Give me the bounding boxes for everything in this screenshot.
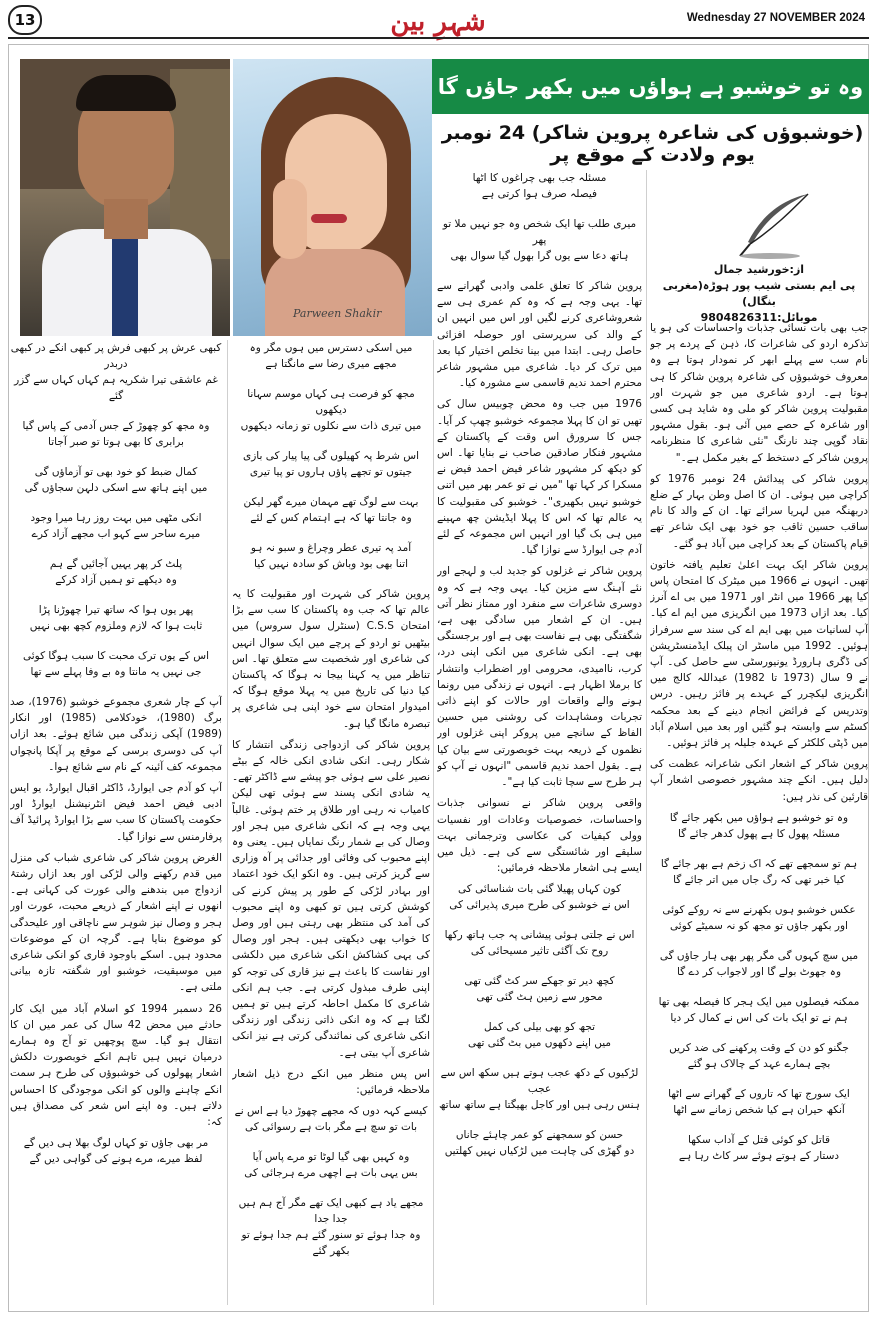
poet-photo	[233, 59, 432, 336]
verse: تجھ کو بھی بیلی کی کمل میں اپنے دکھوں میں بٹ گئی تھی	[467, 1021, 612, 1050]
article-column-1	[650, 320, 868, 1305]
verse: مجھے یاد ہے کبھی ایک تھے مگر آج ہم ہیں جدا جدا وہ جدا ہوئے تو سنور گئے ہم جدا ہوئے تو بکھر گئے	[238, 1197, 424, 1258]
verse: انکی مٹھی میں بہت روز رہا میرا وجود میرے ساحر سے کہو اب مجھے آزاد کرے	[30, 512, 202, 540]
column-divider	[227, 340, 228, 1305]
author-byline	[650, 262, 868, 326]
photo-caption: Parween Shakir	[293, 307, 382, 320]
verse: میں اسکی دسترس میں ہوں مگر وہ مجھے میری رضا سے مانگتا ہے	[249, 342, 413, 370]
verse: ایک سورج تھا کہ تاروں کے گھرانے سے اٹھا آنکھ حیران ہے کیا شخص زمانے سے اٹھا	[668, 1087, 850, 1116]
verse: مجھ کو فرصت ہی کہاں موسم سہانا دیکھوں میں تیری ذات سے نکلوں تو زمانہ دیکھوں	[240, 388, 422, 432]
paragraph: اس پس منظر میں انکے درج ذیل اشعار ملاحظہ فرمائیں:	[232, 1067, 430, 1097]
article-column-3	[232, 340, 430, 1305]
verse: اس کے یوں ترک محبت کا سبب ہوگا کوئی جی نہیں یہ مانتا وہ بے وفا پہلے سے تھا	[23, 650, 209, 678]
verse: ممکنہ فیصلوں میں ایک ہجر کا فیصلہ بھی تھا ہم نے تو ایک بات کی اس نے کمال کر دیا	[658, 995, 860, 1024]
paragraph: پروین شاکر ایک بہت اعلیٰ تعلیم یافتہ خاتون تھیں۔ انہوں نے 1966 میں میٹرک کا امتحان پاس کیا پھر 1966 میں انٹر اور 1971 میں بی اے آنرز کیا۔ بعد ازاں 1973 میں انگریزی میں ایم اے کیا۔ آپ لسانیات میں بھی ایم اے کی سند سے سرفراز ہوئیں۔ 1992 میں ماسٹر ان پبلک ایڈمنسٹریشن کی ڈگری ہارورڈ یونیورسٹی سے حاصل کی۔ آپ نے 9 سال (1973 تا 1982) عبداللہ کالج میں انگریزی لیکچرر کے عہدے پر فائز رہیں۔ درس وتدریس کے فرائض انجام دینے کے بعد محکمہ کسٹم سے وابستہ ہو گئیں اور بعد میں اسلام آباد میں ڈپٹی کلکٹر کے عہدہ جلیلہ پر فائز ہوئیں۔	[650, 558, 868, 750]
author-name: از:خورشید جمال	[713, 263, 805, 276]
page-number: 13	[8, 5, 42, 35]
verse: میں سچ کہوں گی مگر پھر بھی ہار جاؤں گی وہ جھوٹ بولے گا اور لاجواب کر دے گا	[659, 949, 859, 978]
verse: پلٹ کر پھر یہیں آجائیں گے ہم وہ دیکھے تو ہمیں آزاد کرکے	[49, 558, 183, 586]
article-column-4	[10, 340, 222, 1305]
author-address: پی ایم بستی شیب پور ہوڑہ(مغربی بنگال)	[662, 279, 856, 308]
paragraph: واقعی پروین شاکر نے نسوانی جذبات واحساسات، خصوصیات وعادات اور نفسیات وولی کیفیات کی عکاسی وترجمانی بہت سلیقے اور شائستگی سے کی ہے۔ ذیل میں ایسے ہی اشعار ملاحظہ فرمائیں:	[437, 797, 642, 875]
verse: عکس خوشبو ہوں بکھرنے سے نہ روکے کوئی اور بکھر جاؤں تو مجھ کو نہ سمیٹے کوئی	[662, 903, 856, 932]
paragraph: 26 دسمبر 1994 کو اسلام آباد میں ایک کار حادثے میں محض 42 سال کی عمر میں ان کا انتقال ہو گیا۔ سچ پوچھیں تو آج وہ ہمارے درمیان نہیں ہیں تاہم انکے خوبصورت دلکش اشعار پھولوں کی خوشبوؤں کی طرح ہر سمت انکے چاہنے والوں کو انکی موجودگی کا احساس دلاتے ہیں۔ وہ اپنے اس شعر کی مصداق ہیں کہ:	[10, 1002, 222, 1129]
verse: وہ تو خوشبو ہے ہواؤں میں بکھر جائے گا مسئلہ پھول کا ہے پھول کدھر جائے گا	[669, 811, 849, 840]
verse: آمد پہ تیری عطر وچراغ و سبو نہ ہو اتنا بھی بود وباش کو سادہ نہیں کیا	[250, 542, 412, 570]
verse: کون کہاں پھیلا گئی بات شناسائی کی اس نے خوشبو کی طرح میری پذیرائی کی	[449, 883, 630, 912]
verse: قاتل کو کوئی قتل کے آداب سکھا دستار کے ہوتے ہوئے سر کاٹ رہا ہے	[678, 1133, 840, 1162]
verse: اس نے جلتی ہوئی پیشانی پہ جب ہاتھ رکھا روح تک آگئی تاثیر مسیحائی کی	[444, 929, 635, 958]
verse: وہ مجھ کو چھوڑ کے جس آدمی کے پاس گیا برابری کا بھی ہوتا تو صبر آجاتا	[22, 420, 210, 448]
paragraph: جب بھی بات نسائی جذبات واحساسات کی ہو یا تذکرہ اردو کی شاعرات کا، ذہن کے پردے پر جو نام سب سے پہلے ابھر کر نمودار ہوتا ہے وہ معروف خوشبوؤں کی شاعرہ پروین شاکر کا ہی ہوتا ہے۔ اردو شاعری میں جو شہرت اور مقبولیت پروین شاکر کو ملی وہ شاید ہی کسی اور شاعرہ کے حصے میں آئی ہو۔ بقول مشہور نقاد گوپی چند نارنگ "نئی شاعری کا منظرنامہ پروین شاکر کے دستخط کے بغیر مکمل ہے۔"	[650, 322, 868, 464]
paragraph: پروین شاکر کی شہرت اور مقبولیت کا یہ عالم تھا کہ جب وہ پاکستان کا سب سے بڑا امتحان C.S.S (سنٹرل سول سروس) میں بیٹھیں تو اردو کے پرچے میں ایک سوال انہیں کی شاعری اور شخصیت سے متعلق تھا۔ اس تناظر میں یہ کہنا بیجا نہ ہوگا کہ پاکستان کیا دنیا کی تاریخ میں یہ پہلا موقع ہوگا کہ امیدوار امتحان سے خود اپنی ہی شاعری پر تبصرہ مانگا گیا ہو۔	[232, 588, 430, 730]
paragraph: پروین شاکر نے غزلوں کو جدید لب و لہجے اور نئے آہنگ سے مزین کیا۔ یہی وجہ ہے کہ وہ دوسری شاعرات سے منفرد اور ممتاز نظر آتی ہیں۔ ان کے اشعار میں سادگی بھی ہے، شگفتگی بھی ہے نفاست بھی ہے اور برجستگی بھی ہے۔ انکی شاعری میں انکی اپنی درد، کرب، ناامیدی، محرومی اور اضطراب وانتشار کا برملا اظہار ہے۔ انہوں نے زندگی میں رونما ہونے والے واقعات اور حالات کو اپنے ذاتی تجربات ومشاہدات کی روشنی میں حسین الفاظ کے سانچے میں پروکر اپنی غزلوں اور نظموں کے ذریعہ بہت خوبصورتی سے بیان کیا ہے۔ بقول احمد ندیم قاسمی "انہوں نے آپ کو ہر طرح سے سچا ثابت کیا ہے"۔	[437, 565, 642, 789]
paragraph: پروین شاکر کے اشعار انکی شاعرانہ عظمت کی دلیل ہیں۔ انکے چند مشہور خصوصی اشعار آپ قارئین کی نذر ہیں:	[650, 758, 868, 803]
verse: حسن کو سمجھنے کو عمر چاہئے جاناں دو گھڑی کی چاہت میں لڑکیاں نہیں کھلتیں	[444, 1129, 635, 1158]
headline-banner: وہ تو خوشبو ہے ہواؤں میں بکھر جاؤں گا	[432, 59, 869, 114]
paragraph: پروین شاکر کی پیدائش 24 نومبر 1976 کو کراچی میں ہوئی۔ ان کا اصل وطن بہار کے ضلع دربھنگہ میں لہریا سرائے تھا۔ ان کے والد کا نام ساقب حسین ثاقب جو خود بھی ایک شاعر تھے قیام پاکستان کے بعد کراچی میں آباد ہو گئے۔	[650, 472, 868, 550]
verse: جگنو کو دن کے وقت پرکھنے کی ضد کریں بچے ہمارے عہد کے چالاک ہو گئے	[669, 1041, 849, 1070]
paragraph: الغرض پروین شاکر کی شاعری شباب کی منزل میں قدم رکھنے والی لڑکی اور بعد ازاں رشتۂ ازدواج میں بندھنے والی عورت کی کہانی ہے۔ انھوں نے اپنے اشعار کے ذریعے محبت، عورت اور ہجر و وصال نیز شوہر سے ناچاقی اور علیحدگی کو موضوع بنایا ہے۔ گرچہ ان کے موضوعات محدود ہیں۔ اسکے باوجود قاری کو انکی شاعری میں موسیقیت، خوشبو اور شگفتہ تازہ بیانی ملتی ہے۔	[10, 851, 222, 994]
header-rule	[8, 37, 869, 39]
verse: مر بھی جاؤں تو کہاں لوگ بھلا ہی دیں گے لفظ میرے، مرے ہونے کی گواہی دیں گے	[23, 1137, 209, 1166]
verse: پھر یوں ہوا کہ ساتھ تیرا چھوڑنا پڑا ثابت ہوا کہ لازم وملزوم کچھ بھی نہیں	[29, 604, 203, 632]
verse: کیسے کہہ دوں کہ مجھے چھوڑ دیا ہے اس نے بات تو سچ ہے مگر بات ہے رسوائی کی	[234, 1105, 428, 1134]
paragraph: 1976 میں جب وہ محض چوبیس سال کی تھیں تو ان کا پہلا مجموعہ خوشبو چھپ کر آیا۔ جس کا سرورق اس وقت کے پاکستان کے مشہور فنکار صادقین صاحب نے بنایا تھا۔ اس کو دیکھ کر مشہور شاعر فیض احمد فیض نے مسکرا کر کہا تھا "میں نے تو عمر بھر میں اتنی خوشبو نہیں بکھیری"۔ خوشبو کی مقبولیت کا یہ عالم تھا کہ اس کا پہلا ایڈیشن چھ مہینے میں ہی بک گیا اور انہیں اس مجموعہ کے لئے آدم جی ایوارڈ سے نوازا گیا۔	[437, 398, 642, 557]
article-column-2	[437, 170, 642, 1305]
verse: اس شرط پہ کھیلوں گی پیا پیار کی بازی جیتوں تو تجھے پاؤں ہاروں تو پیا تیری	[243, 450, 419, 478]
verse: ہم تو سمجھے تھے کہ اک زخم ہے بھر جائے گا کیا خبر تھی کہ رگ جاں میں اتر جائے گا	[660, 857, 858, 886]
verse: کچھ دیر تو جھکے سر کٹ گئی تھی محور سے زمین ہٹ گئی تھی	[464, 975, 615, 1004]
verse: بہت سے لوگ تھے مہمان میرے گھر لیکن وہ جانتا تھا کہ ہے اہتمام کس کے لئے	[243, 496, 419, 524]
issue-date: Wednesday 27 NOVEMBER 2024	[686, 12, 865, 24]
verse: لڑکیوں کے دکھ عجب ہوتے ہیں سکھ اس سے عجب ہنس رہی ہیں اور کاجل بھیگتا ہے ساتھ ساتھ	[439, 1067, 640, 1112]
verse: کمال ضبط کو خود بھی تو آزماؤں گی میں اپنے ہاتھ سے اسکی دلہن سجاؤں گی	[24, 466, 208, 494]
author-phone: موبائل:9804826311	[700, 311, 818, 324]
verse: مسئلہ جب بھی چراغوں کا اٹھا فیصلہ صرف ہوا کرتی ہے	[472, 172, 607, 200]
quill-icon	[730, 190, 814, 262]
paragraph: آپ کو آدم جی ایوارڈ، ڈاکٹر اقبال ایوارڈ، یو ایس ادبی فیض احمد فیض انٹرنیشنل ایوارڈ اور حکومت پاکستان کا سب سے بڑا ایوارڈ پرائیڈ آف پرفارمنس سے نوازا گیا۔	[10, 782, 222, 843]
verse: میری طلب تھا ایک شخص وہ جو نہیں ملا تو پھر ہاتھ دعا سے یوں گرا بھول گیا سوال بھی	[442, 218, 637, 262]
paragraph: پروین شاکر کی ازدواجی زندگی انتشار کا شکار رہی۔ انکی شادی انکی خالہ کے بیٹے نصیر علی سے ہوئی جو پیشے سے ڈاکٹر تھے۔ یہ شادی انکی پسند سے ہوئی تھی لیکن کامیاب نہ رہی اور طلاق پر ختم ہوئی۔ غالباً یہی وجہ ہے کہ انکی شاعری میں ہجر اور وصال کی بے شمار رنگ نمایاں ہیں۔ یعنی وہ اپنے محبوب کی وفائی اور جدائی پر آہ وزاری سے گریز کرتی ہیں۔ وہ انکو ایک خود اعتماد اور بہادر لڑکی کے طور پر پیش کرنے کی کوشش کرتی ہیں تو کبھی وہ اپنے محبوب کی آمد کی منتظر بھی رہتی ہیں اور وصل کا خواب بھی دیکھتی ہیں۔ ہجر اور وصال کی یہی کشاکش انکی شاعری میں دلکشی اور نفاست کا باعث ہے نیز قاری کی توجہ کو اپنی طرف مبذول کرتی ہے۔ جب ہم انکی شاعری کا مکمل احاطہ کرتے ہیں تو ہمیں لگتا ہے کہ وہ انکی ذاتی زندگی اور زندگی انکی شاعری کی نمائندگی کرتی ہے نیز انکی شاعری آپ بیتی ہے۔	[232, 738, 430, 1059]
author-photo	[20, 59, 230, 336]
paragraph: آپ کے چار شعری مجموعے خوشبو (1976)، صد برگ (1980)، خودکلامی (1985) اور انکار (1989) آپکی زندگی میں شائع ہوئے۔ بعد ازاں آپ کی دوسری برسی کے موقع پر آپکا پانچواں مجموعہ کف آئینہ کے نام سے شائع ہوا۔	[10, 696, 222, 773]
verse: وہ کہیں بھی گیا لوٹا تو مرے پاس آیا بس یہی بات ہے اچھی مرے ہرجائی کی	[244, 1151, 418, 1180]
column-divider	[646, 170, 647, 1305]
newspaper-logo: شہرِ بین	[390, 7, 486, 37]
column-divider	[433, 340, 434, 1305]
verse: کبھی عرش پر کبھی فرش پر کبھی انکے در کبھی دربدر غم عاشقی تیرا شکریہ ہم کہاں کہاں سے گزر گئے	[10, 342, 222, 402]
paragraph: پروین شاکر کا تعلق علمی وادبی گھرانے سے تھا۔ یہی وجہ ہے کہ وہ کم عمری ہی سے شعروشاعری کرنے لگیں اور اس میں انہیں ان کے والد کی سرپرستی اور حوصلہ افزائی حاصل رہی۔ ابتدا میں بینا تخلص اختیار کیا بعد میں ترک کر دیا۔ شاعری میں مشہور شاعر محترم احمد ندیم قاسمی سے مشورہ کیا۔	[437, 280, 642, 390]
subheadline: (خوشبوؤں کی شاعرہ پروین شاکر) 24 نومبر یوم ولادت کے موقع پر	[441, 122, 864, 166]
